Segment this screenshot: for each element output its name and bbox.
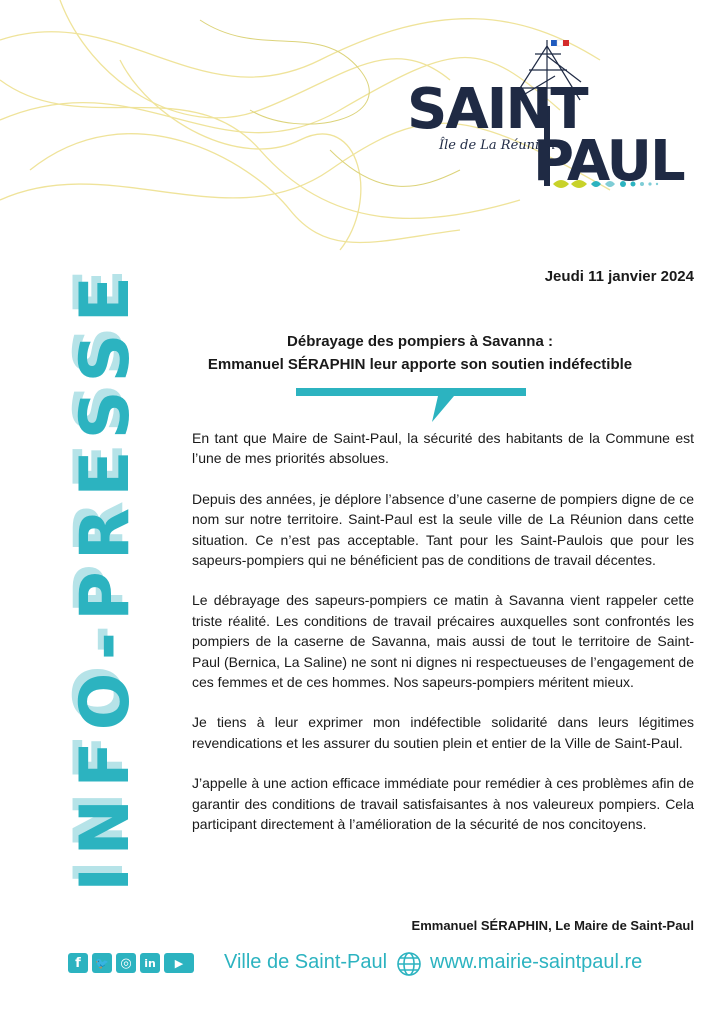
- signature: Emmanuel SÉRAPHIN, Le Maire de Saint-Paul: [411, 918, 694, 933]
- linkedin-icon[interactable]: in: [140, 953, 160, 973]
- paragraph-5: J’appelle à une action efficace immédiate pour remédier à ces problèmes afin de garantir des conditions de travail satisfaisantes à nos valeureux pompiers. Cela participant directement à l’amélioration de la sécurité de nos concitoyens.: [192, 775, 694, 833]
- logo-paul-text: PAUL: [533, 129, 684, 194]
- paragraph-3: Le débrayage des sapeurs-pompiers ce matin à Savanna vient rappeler cette triste réalité. Les conditions de travail précaires auxquelles sont confrontés les pompiers de la caserne de Savanna, mais aussi de tout le territoire de Saint-Paul (Bernica, La Saline) ne sont ni dignes ni respectueuses de l’engagement de ces femmes et de ces hommes. Nos sapeurs-pompiers méritent mieux.: [192, 592, 694, 691]
- logo-saint-text: SAINT: [407, 77, 587, 142]
- press-body: [192, 428, 694, 855]
- headline: [170, 330, 670, 376]
- logo-tagline: Île de La Réunion: [439, 138, 556, 153]
- press-date: Jeudi 11 janvier 2024: [544, 268, 694, 285]
- headline-line-1: Débrayage des pompiers à Savanna :: [287, 333, 553, 350]
- paragraph-2: Depuis des années, je déplore l’absence d’une caserne de pompiers digne de ce nom sur notre territoire. Saint-Paul est la seule ville de La Réunion dans cette situation. Ce n’est pas acceptable. Tant pour les Saint-Paulois que pour les sapeurs-pompiers qui ne bénéficient pas de conditions de travail décentes.: [192, 490, 694, 569]
- twitter-icon[interactable]: 🐦: [92, 953, 112, 973]
- instagram-icon[interactable]: ◎: [116, 953, 136, 973]
- speech-bubble-divider: [296, 386, 526, 426]
- youtube-icon[interactable]: ▶: [164, 953, 194, 973]
- headline-line-2: Emmanuel SÉRAPHIN leur apporte son soutien indéfectible: [207, 356, 633, 373]
- paragraph-1: En tant que Maire de Saint-Paul, la sécurité des habitants de la Commune est l’une de mes priorités absolues.: [192, 430, 694, 467]
- saint-paul-logo: [405, 36, 695, 196]
- footer-city-name: Ville de Saint-Paul: [224, 951, 388, 973]
- facebook-icon[interactable]: f: [68, 953, 88, 973]
- footer: [68, 948, 708, 978]
- paragraph-4: Je tiens à leur exprimer mon indéfectible solidarité dans leurs légitimes revendications et les assurer du soutien plein et entier de la Ville de Saint-Paul.: [192, 714, 694, 751]
- info-presse-title: INFO-PRESSE: [66, 265, 145, 892]
- website-link[interactable]: www.mairie-saintpaul.re: [430, 951, 643, 973]
- globe-icon: [396, 951, 422, 977]
